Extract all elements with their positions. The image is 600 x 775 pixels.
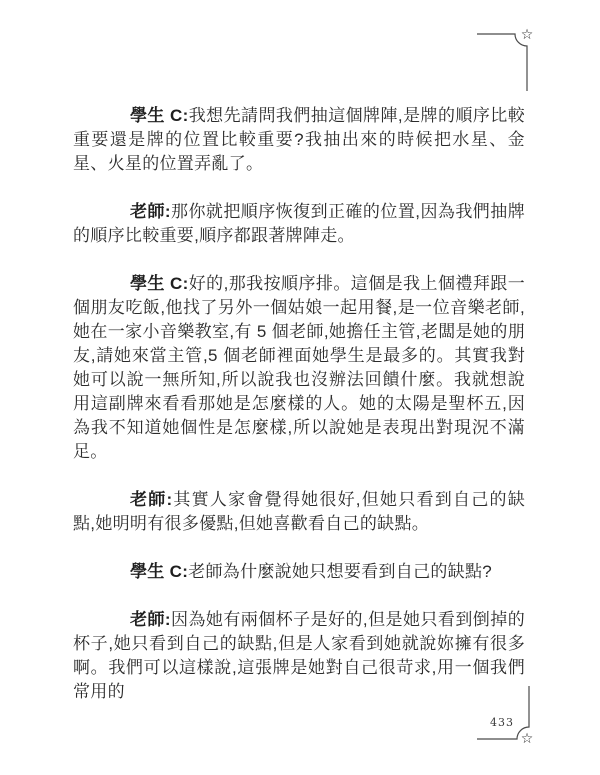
dialogue-text: 我想先請問我們抽這個牌陣,是牌的順序比較重要還是牌的位置比較重要?我抽出來的時候把水星、金星、火星的位置弄亂了。	[73, 106, 525, 173]
page-number: 433	[490, 716, 514, 729]
speaker-label: 老師:	[130, 610, 171, 629]
speaker-label: 老師:	[130, 490, 173, 509]
dialogue-text: 其實人家會覺得她很好,但她只看到自己的缺點,她明明有很多優點,但她喜歡看自己的缺點。	[73, 490, 525, 533]
dialogue-paragraph	[73, 272, 525, 464]
dialogue-paragraph	[73, 104, 525, 176]
dialogue-text: 那你就把順序恢復到正確的位置,因為我們抽牌的順序比較重要,順序都跟著牌陣走。	[73, 202, 525, 245]
dialogue-text-block	[73, 104, 525, 728]
dialogue-paragraph	[73, 608, 525, 704]
star-icon: ☆	[520, 731, 534, 747]
speaker-label: 學生 C:	[130, 106, 189, 125]
dialogue-text: 因為她有兩個杯子是好的,但是她只看到倒掉的杯子,她只看到自己的缺點,但是人家看到她就說妳擁有很多啊。我們可以這樣說,這張牌是她對自己很苛求,用一個我們常用的	[73, 610, 525, 701]
speaker-label: 老師:	[130, 202, 171, 221]
speaker-label: 學生 C:	[130, 274, 189, 293]
dialogue-paragraph	[73, 200, 525, 248]
dialogue-paragraph	[73, 488, 525, 536]
speaker-label: 學生 C:	[130, 562, 189, 581]
dialogue-paragraph	[73, 560, 525, 584]
dialogue-text: 好的,那我按順序排。這個是我上個禮拜跟一個朋友吃飯,他找了另外一個姑娘一起用餐,是一位音樂老師,她在一家小音樂教室,有 5 個老師,她擔任主管,老闆是她的朋友,請她來當主管,5 個老師裡面她學生是最多的。其實我對她可以說一無所知,所以說我也沒辦法回饋什麼。我就想說用這副牌來看看那她是怎麼樣的人。她的太陽是聖杯五,因為我不知道她個性是怎麼樣,所以說她是表現出對現況不滿足。	[73, 274, 525, 461]
star-icon: ☆	[520, 27, 534, 43]
dialogue-text: 老師為什麼說她只想要看到自己的缺點?	[188, 562, 493, 581]
